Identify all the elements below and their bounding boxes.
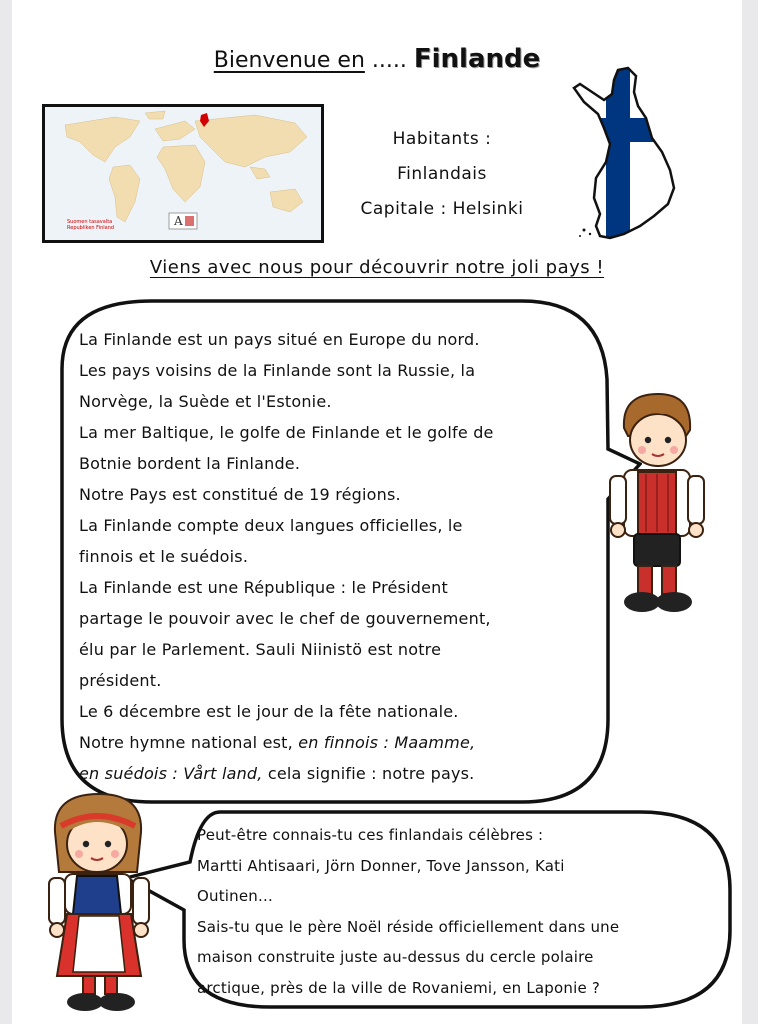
map-caption-line1: Suomen tasavalta	[67, 219, 113, 225]
anthem-text-a: Notre hymne national est,	[79, 733, 299, 752]
bubble1-line: partage le pouvoir avec le chef de gouvernement,	[79, 609, 491, 628]
map-caption	[67, 219, 114, 231]
bubble2-line: Sais-tu que le père Noël réside officiellement dans une	[197, 917, 620, 936]
bubble1-line: La mer Baltique, le golfe de Finlande et le golfe de	[79, 423, 494, 442]
title-lead: Bienvenue en	[213, 48, 365, 73]
anthem-line-2	[79, 758, 589, 789]
bubble1-line: finnois et le suédois.	[79, 547, 249, 566]
habitants-label: Habitants :	[392, 129, 492, 149]
bubble2-line: arctique, près de la ville de Rovaniemi, en Laponie ?	[197, 978, 601, 997]
document-page	[12, 0, 742, 1024]
bubble1-line: Norvège, la Suède et l'Estonie.	[79, 392, 332, 411]
title-country: Finlande	[413, 44, 541, 74]
girl-illustration	[37, 792, 162, 1014]
bubble2-line: Peut-être connais-tu ces finlandais célèbres :	[197, 826, 544, 844]
bubble2-text	[197, 820, 727, 1003]
bubble1-line: élu par le Parlement. Sauli Niinistö est notre	[79, 640, 442, 659]
bubble1-line: Botnie bordent la Finlande.	[79, 454, 301, 473]
bubble1-text	[79, 324, 589, 789]
anthem-text-b: en finnois : Maamme,	[298, 733, 476, 752]
info-block	[332, 122, 552, 227]
tagline: Viens avec nous pour découvrir notre joli pays !	[149, 257, 605, 278]
world-map-image	[42, 104, 324, 243]
finland-flag-map-image	[570, 66, 690, 248]
bubble1-line: président.	[79, 671, 162, 690]
bubble2-line: Martti Ahtisaari, Jörn Donner, Tove Jansson, Kati	[197, 856, 565, 875]
habitants-value: Finlandais	[397, 164, 487, 184]
bubble1-line: Notre Pays est constitué de 19 régions.	[79, 485, 401, 504]
svg-text:A: A	[174, 214, 183, 228]
bubble1-line: Le 6 décembre est le jour de la fête nationale.	[79, 702, 459, 721]
anthem-text-d: cela signifie : notre pays.	[262, 764, 475, 783]
bubble2-line: maison construite juste au-dessus du cercle polaire	[197, 948, 594, 966]
bubble1-line: Les pays voisins de la Finlande sont la Russie, la	[79, 361, 476, 380]
bubble1-line: La Finlande est un pays situé en Europe du nord.	[79, 330, 480, 349]
capitale-line: Capitale : Helsinki	[360, 199, 524, 219]
map-caption-line2: Republiken Finland	[67, 225, 115, 231]
bubble1-line: La Finlande est une République : le Président	[79, 578, 448, 597]
title-dots: .....	[364, 48, 414, 73]
bubble2-line: Outinen...	[197, 887, 273, 905]
anthem-line-1	[79, 727, 589, 758]
anthem-text-c: en suédois : Vårt land,	[79, 764, 263, 783]
bubble1-line: La Finlande compte deux langues officielles, le	[79, 516, 463, 535]
boy-illustration	[602, 390, 712, 616]
